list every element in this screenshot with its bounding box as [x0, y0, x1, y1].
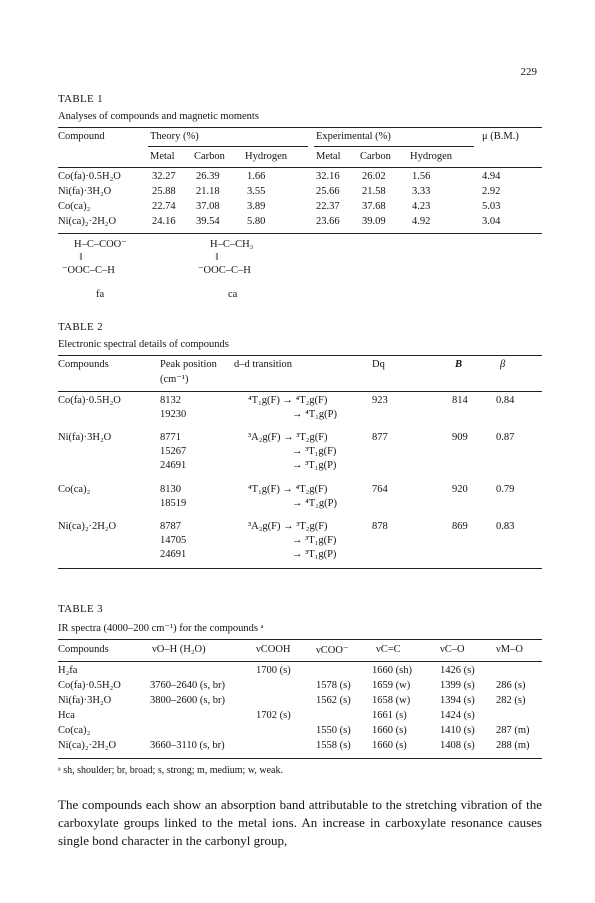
t2-h-peak: Peak position — [160, 359, 217, 370]
t3-r4-compound: Co(ca)₂ — [58, 725, 91, 736]
fa-line-1: H–C–COO⁻ — [74, 239, 127, 250]
t3-r3-cc: 1661 (s) — [372, 710, 407, 721]
t1-r2-e-carbon: 37.68 — [362, 201, 386, 212]
t1-r0-t-metal: 32.27 — [152, 171, 176, 182]
t2-h-dq: Dq — [372, 359, 385, 370]
t1-r3-t-metal: 24.16 — [152, 216, 176, 227]
t3-r3-cooh: 1702 (s) — [256, 710, 291, 721]
t2-r2-beta: 0.79 — [496, 484, 515, 495]
t1-r2-e-hydrogen: 4.23 — [412, 201, 431, 212]
t1-r3-compound: Ni(ca)₂·2H₂O — [58, 216, 117, 227]
t2-r0-peak-1: 19230 — [160, 409, 187, 420]
t2-r1-compound: Ni(fa)·3H₂O — [58, 432, 112, 443]
t1-r1-t-metal: 25.88 — [152, 186, 176, 197]
ca-label: ca — [228, 289, 238, 300]
t3-r5-oh: 3660–3110 (s, br) — [150, 740, 225, 751]
t2-r2-compound: Co(ca)₂ — [58, 484, 91, 495]
table3-header-rule — [58, 661, 542, 662]
t2-r0-dq: 923 — [372, 395, 388, 406]
t1-r0-e-carbon: 26.02 — [362, 171, 386, 182]
t1-r0-e-metal: 32.16 — [316, 171, 340, 182]
t3-r5-mo: 288 (m) — [496, 740, 530, 751]
table2-bottom-rule — [58, 568, 542, 569]
t3-r5-co: 1408 (s) — [440, 740, 475, 751]
t2-r3-compound: Ni(ca)₂·2H₂O — [58, 521, 117, 532]
t1-r1-compound: Ni(fa)·3H₂O — [58, 186, 112, 197]
t1-h-compound: Compound — [58, 131, 105, 142]
t2-r2-trans-0: ⁴T₁g(F) → ⁴T₂g(F) — [248, 484, 328, 495]
t2-r0-b: 814 — [452, 395, 468, 406]
t3-r0-cooh: 1700 (s) — [256, 665, 291, 676]
t1-r3-e-hydrogen: 4.92 — [412, 216, 431, 227]
t3-r1-co: 1399 (s) — [440, 680, 475, 691]
t1-h-e-carbon: Carbon — [360, 151, 391, 162]
t2-r1-trans-0: ³A₂g(F) → ³T₂g(F) — [248, 432, 328, 443]
table3-bottom-rule — [58, 758, 542, 759]
t2-r1-dq: 877 — [372, 432, 388, 443]
t3-r2-coo: 1562 (s) — [316, 695, 351, 706]
table2-label: TABLE 2 — [58, 321, 103, 333]
t2-h-compounds: Compounds — [58, 359, 109, 370]
t1-h-theory: Theory (%) — [150, 131, 199, 142]
t3-r2-oh: 3800–2600 (s, br) — [150, 695, 225, 706]
t1-h-t-hydrogen: Hydrogen — [245, 151, 287, 162]
t1-r1-t-hydrogen: 3.55 — [247, 186, 266, 197]
t2-r0-trans-0: ⁴T₁g(F) → ⁴T₂g(F) — [248, 395, 328, 406]
t3-h-compounds: Compounds — [58, 644, 109, 655]
t3-r5-cc: 1660 (s) — [372, 740, 407, 751]
t2-r0-beta: 0.84 — [496, 395, 515, 406]
fa-line-2: ‖ — [74, 252, 83, 263]
fa-line-3: ⁻OOC–C–H — [62, 265, 115, 276]
t2-r3-peak-1: 14705 — [160, 535, 187, 546]
t1-r2-compound: Co(ca)₂ — [58, 201, 91, 212]
t3-h-coo: νCOO⁻ — [316, 645, 349, 656]
ca-line-1: H–C–CH₃ — [210, 239, 254, 250]
t1-r2-t-carbon: 37.08 — [196, 201, 220, 212]
t3-r1-cc: 1659 (w) — [372, 680, 411, 691]
table1-top-rule — [58, 127, 542, 128]
t3-r0-cc: 1660 (sh) — [372, 665, 412, 676]
t1-r0-compound: Co(fa)·0.5H₂O — [58, 171, 121, 182]
t3-r2-co: 1394 (s) — [440, 695, 475, 706]
t3-r1-coo: 1578 (s) — [316, 680, 351, 691]
t2-r0-compound: Co(fa)·0.5H₂O — [58, 395, 121, 406]
t2-r2-b: 920 — [452, 484, 468, 495]
t3-r1-oh: 3760–2640 (s, br) — [150, 680, 225, 691]
ca-line-2: ‖ — [210, 252, 219, 263]
t1-h-t-carbon: Carbon — [194, 151, 225, 162]
t2-r3-peak-2: 24691 — [160, 549, 187, 560]
t2-r3-trans-2: → ³T₁g(P) — [292, 549, 337, 560]
t1-r1-t-carbon: 21.18 — [196, 186, 220, 197]
t1-r1-e-carbon: 21.58 — [362, 186, 386, 197]
t3-r4-co: 1410 (s) — [440, 725, 475, 736]
t2-r1-b: 909 — [452, 432, 468, 443]
t1-r1-e-hydrogen: 3.33 — [412, 186, 431, 197]
table3-footnote: ᵃ sh, shoulder; br, broad; s, strong; m, medium; w, weak. — [58, 765, 283, 776]
t3-h-mo: νM–O — [496, 644, 523, 655]
t2-r2-trans-1: → ⁴T₁g(P) — [292, 498, 337, 509]
t1-r2-e-metal: 22.37 — [316, 201, 340, 212]
t1-h-e-hydrogen: Hydrogen — [410, 151, 452, 162]
body-paragraph: The compounds each show an absorption band attributable to the stretching vibration of the carboxylate groups linked to the metal ions. An increase in carboxylate resonance causes single bond character in the carbonyl group, — [58, 797, 542, 848]
t3-r4-cc: 1660 (s) — [372, 725, 407, 736]
table1-caption: Analyses of compounds and magnetic moments — [58, 111, 259, 122]
t2-r1-peak-2: 24691 — [160, 460, 187, 471]
t1-r2-t-hydrogen: 3.89 — [247, 201, 266, 212]
t3-r3-compound: Hca — [58, 710, 75, 721]
t1-r3-e-metal: 23.66 — [316, 216, 340, 227]
t3-r4-coo: 1550 (s) — [316, 725, 351, 736]
t3-h-co: νC–O — [440, 644, 465, 655]
t1-r2-mu: 5.03 — [482, 201, 501, 212]
t1-theory-rule — [148, 146, 308, 147]
t2-h-beta: β — [500, 359, 506, 370]
t3-r2-compound: Ni(fa)·3H₂O — [58, 695, 112, 706]
t2-r3-peak-0: 8787 — [160, 521, 181, 532]
t3-r2-cc: 1658 (w) — [372, 695, 411, 706]
t3-r4-mo: 287 (m) — [496, 725, 530, 736]
t2-r1-peak-0: 8771 — [160, 432, 181, 443]
t2-r0-peak-0: 8132 — [160, 395, 181, 406]
t3-r1-mo: 286 (s) — [496, 680, 526, 691]
table2-header-rule — [58, 391, 542, 392]
t2-r3-beta: 0.83 — [496, 521, 515, 532]
table2-caption: Electronic spectral details of compounds — [58, 339, 229, 350]
table3-label: TABLE 3 — [58, 603, 103, 615]
t2-r1-trans-2: → ³T₁g(P) — [292, 460, 337, 471]
ca-line-3: ⁻OOC–C–H — [198, 265, 251, 276]
t2-h-dd: d–d transition — [234, 359, 293, 370]
table1-bottom-rule — [58, 233, 542, 234]
t3-h-oh: νO–H (H₂O) — [152, 644, 206, 655]
t1-r0-t-hydrogen: 1.66 — [247, 171, 266, 182]
t2-r1-peak-1: 15267 — [160, 446, 187, 457]
t2-r0-trans-1: → ⁴T₁g(P) — [292, 409, 337, 420]
t1-h-t-metal: Metal — [150, 151, 175, 162]
t1-r3-mu: 3.04 — [482, 216, 501, 227]
t2-h-b: B — [455, 359, 463, 370]
t1-r0-e-hydrogen: 1.56 — [412, 171, 431, 182]
t2-r1-beta: 0.87 — [496, 432, 515, 443]
t1-r1-mu: 2.92 — [482, 186, 501, 197]
t2-r3-trans-1: → ³T₁g(F) — [292, 535, 337, 546]
t2-r2-dq: 764 — [372, 484, 388, 495]
t3-h-cooh: νCOOH — [256, 644, 291, 655]
fa-label: fa — [96, 289, 105, 300]
t3-h-cc: νC=C — [376, 644, 401, 655]
t1-r0-mu: 4.94 — [482, 171, 501, 182]
t3-r0-compound: H₂fa — [58, 665, 78, 676]
t2-r1-trans-1: → ³T₁g(F) — [292, 446, 337, 457]
t1-h-experimental: Experimental (%) — [316, 131, 391, 142]
t1-r3-e-carbon: 39.09 — [362, 216, 386, 227]
t1-r3-t-carbon: 39.54 — [196, 216, 220, 227]
t1-h-e-metal: Metal — [316, 151, 341, 162]
t2-h-peak-unit: (cm⁻¹) — [160, 374, 189, 385]
table3-caption: IR spectra (4000–200 cm⁻¹) for the compounds ᵃ — [58, 623, 264, 634]
t3-r1-compound: Co(fa)·0.5H₂O — [58, 680, 121, 691]
t2-r3-trans-0: ³A₂g(F) → ³T₂g(F) — [248, 521, 328, 532]
t3-r2-mo: 282 (s) — [496, 695, 526, 706]
t2-r3-b: 869 — [452, 521, 468, 532]
table3-top-rule — [58, 639, 542, 640]
t1-r1-e-metal: 25.66 — [316, 186, 340, 197]
t3-r3-co: 1424 (s) — [440, 710, 475, 721]
t3-r5-coo: 1558 (s) — [316, 740, 351, 751]
t2-r2-peak-0: 8130 — [160, 484, 181, 495]
page-number: 229 — [520, 66, 537, 78]
t1-r2-t-metal: 22.74 — [152, 201, 176, 212]
t1-exp-rule — [314, 146, 474, 147]
t3-r5-compound: Ni(ca)₂·2H₂O — [58, 740, 117, 751]
t1-r0-t-carbon: 26.39 — [196, 171, 220, 182]
table2-top-rule — [58, 355, 542, 356]
t1-r3-t-hydrogen: 5.80 — [247, 216, 266, 227]
table1-header-rule — [58, 167, 542, 168]
t2-r2-peak-1: 18519 — [160, 498, 187, 509]
t1-h-mu: μ (B.M.) — [482, 131, 519, 142]
table1-label: TABLE 1 — [58, 93, 103, 105]
t2-r3-dq: 878 — [372, 521, 388, 532]
t3-r0-co: 1426 (s) — [440, 665, 475, 676]
